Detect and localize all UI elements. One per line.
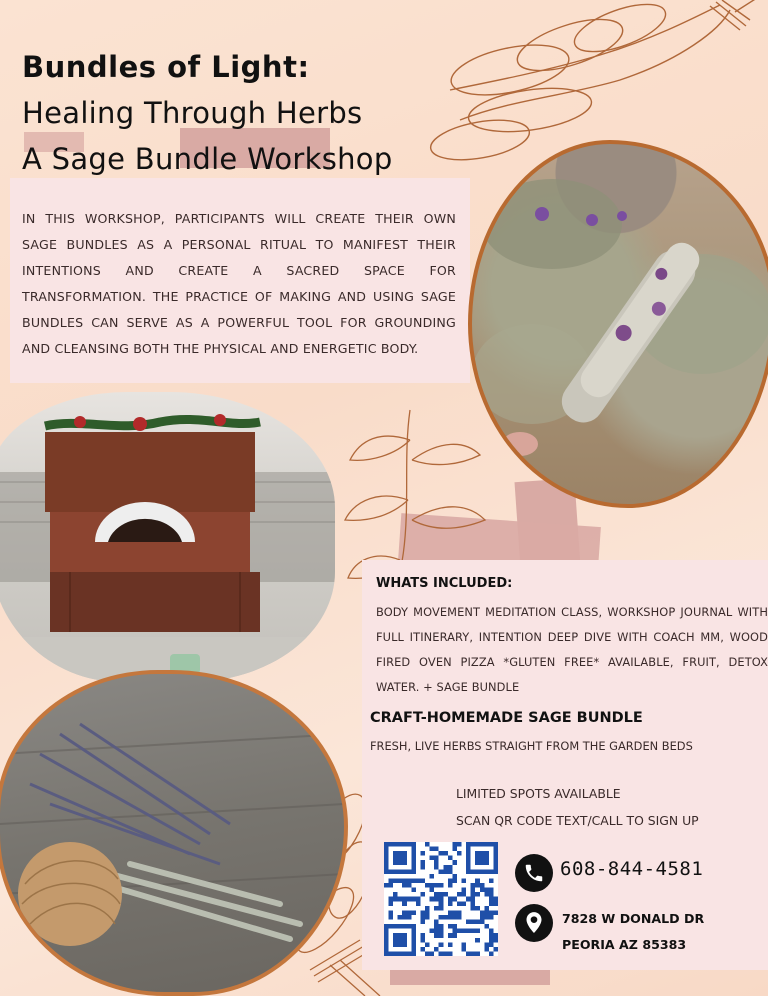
craft-heading: CRAFT-HOMEMADE SAGE BUNDLE [370, 710, 643, 726]
wood-fired-oven-photo [0, 392, 335, 682]
intro-text: IN THIS WORKSHOP, PARTICIPANTS WILL CREATE THEIR OWN SAGE BUNDLES AS A PERSONAL RITUAL TO MANIFEST THEIR INTENTIONS AND CREATE A SACRED SPACE FOR TRANSFORMATION. THE PRACTICE OF MAKING AND USING SAGE BUNDLES CAN SERVE AS A POWERFUL TOOL FOR GROUNDING AND CLEANSING BOTH THE PHYSICAL AND ENERGETIC BODY. [22, 211, 456, 356]
signup-info [456, 780, 699, 834]
phone-icon [515, 854, 553, 892]
title-line-3: A Sage Bundle Workshop [22, 142, 393, 176]
qr-code-pattern [384, 842, 498, 956]
lavender-illustration [0, 674, 344, 992]
qr-code[interactable] [384, 842, 498, 956]
title-line-2: Healing Through Herbs [22, 96, 363, 130]
address-line-1: 7828 W DONALD DR [562, 911, 705, 926]
address [562, 906, 704, 958]
limited-spots-text: LIMITED SPOTS AVAILABLE [456, 786, 621, 801]
lavender-and-twine-photo [0, 670, 348, 996]
address-line-2: PEORIA AZ 85383 [562, 937, 687, 952]
craft-body: FRESH, LIVE HERBS STRAIGHT FROM THE GARDEN BEDS [370, 739, 693, 753]
scan-qr-text: SCAN QR CODE TEXT/CALL TO SIGN UP [456, 813, 699, 828]
oven-illustration [0, 392, 335, 682]
intro-card [10, 178, 470, 383]
sage-bundle-photo [468, 140, 768, 508]
location-pin-icon [515, 904, 553, 942]
whats-included-heading: WHATS INCLUDED: [376, 576, 513, 591]
whats-included-body: BODY MOVEMENT MEDITATION CLASS, WORKSHOP JOURNAL WITH FULL ITINERARY, INTENTION DEEP DIVE WITH COACH MM, WOOD FIRED OVEN PIZZA *GLUTEN FREE* AVAILABLE, FRUIT, DETOX WATER. + SAGE BUNDLE [376, 605, 768, 694]
sage-bundle-illustration [472, 144, 768, 504]
phone-number[interactable]: 608-844-4581 [560, 858, 704, 880]
title-line-1: Bundles of Light: [22, 50, 310, 84]
